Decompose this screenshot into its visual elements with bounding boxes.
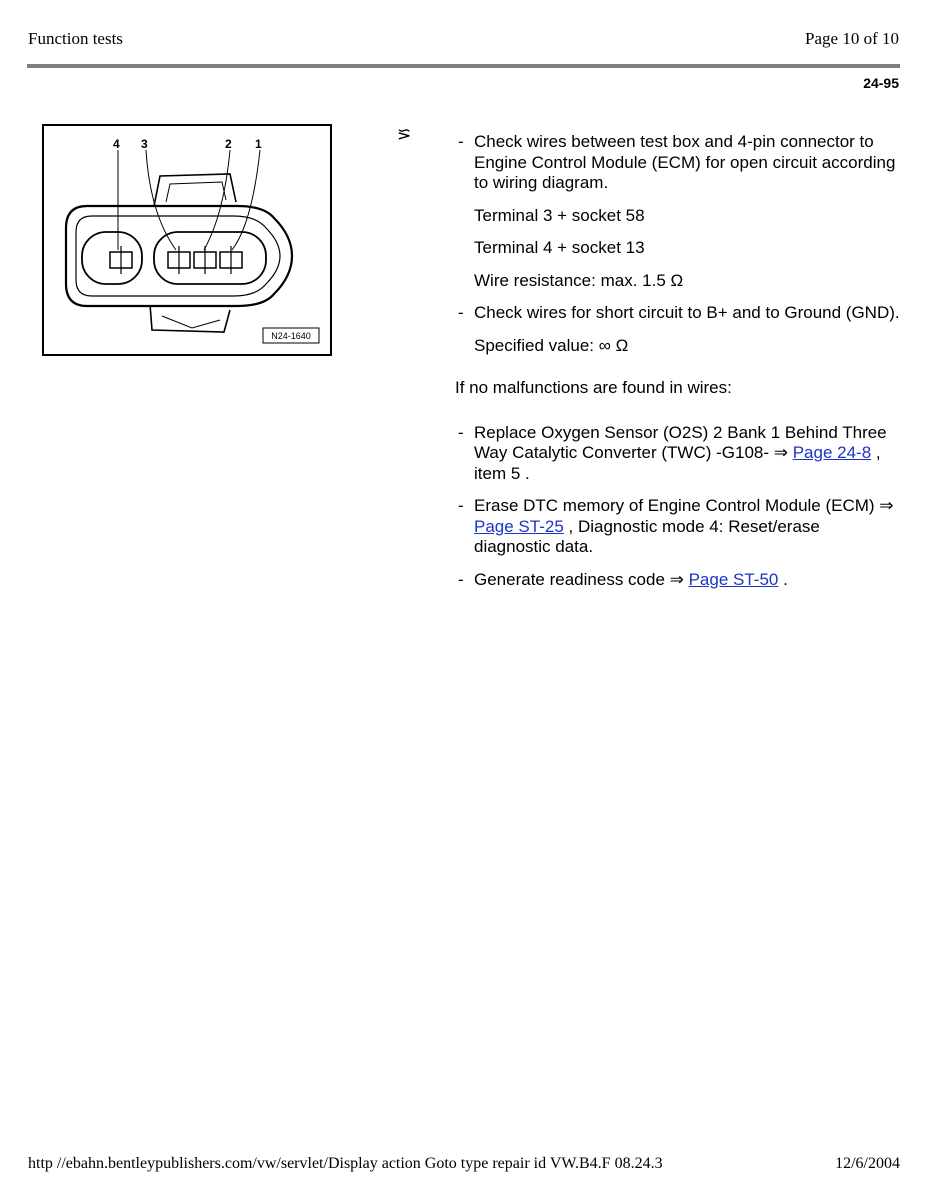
step-text: Check wires for short circuit to B+ and to Ground (GND). bbox=[474, 303, 900, 322]
note-text: If no malfunctions are found in wires: bbox=[455, 378, 732, 397]
pin-label-4: 4 bbox=[113, 137, 120, 151]
step-text: Erase DTC memory of Engine Control Module (ECM) ⇒ Page ST-25 , Diagnostic mode 4: Reset/erase diagnostic data. bbox=[474, 496, 894, 556]
page-24-8-link[interactable]: Page 24-8 bbox=[792, 443, 872, 462]
list-item: - Generate readiness code ⇒ Page ST-50 . bbox=[458, 569, 788, 589]
list-item: - Erase DTC memory of Engine Control Module (ECM) ⇒ Page ST-25 , Diagnostic mode 4: Reset/erase diagnostic data. bbox=[458, 496, 894, 556]
page-header-title: Function tests bbox=[28, 29, 123, 48]
header-divider bbox=[27, 64, 900, 68]
footer-url: http //ebahn.bentleypublishers.com/vw/servlet/Display action Goto type repair id VW.B4.F 08.24.3 bbox=[28, 1155, 663, 1172]
arrow-pointer-icon: ⪞ bbox=[397, 125, 412, 144]
footer-date: 12/6/2004 bbox=[835, 1155, 900, 1172]
pin-label-1: 1 bbox=[255, 137, 262, 151]
step-text: Generate readiness code ⇒ Page ST-50 . bbox=[474, 569, 788, 589]
step-text: Check wires between test box and 4-pin connector to Engine Control Module (ECM) for open circuit according to wiring diagram. bbox=[474, 132, 896, 192]
sub-item: Wire resistance: max. 1.5 Ω bbox=[474, 270, 684, 290]
list-item: - Replace Oxygen Sensor (O2S) 2 Bank 1 Behind Three Way Catalytic Converter (TWC) -G108- ⇒ Page 24-8 , item 5 . bbox=[458, 422, 887, 483]
sub-item: Terminal 3 + socket 58 bbox=[474, 205, 645, 225]
step-text: Replace Oxygen Sensor (O2S) 2 Bank 1 Behind Three Way Catalytic Converter (TWC) -G108- ⇒ Page 24-8 , item 5 . bbox=[474, 422, 887, 483]
page-st-25-link[interactable]: Page ST-25 bbox=[474, 516, 564, 536]
sub-item: Terminal 4 + socket 13 bbox=[474, 238, 645, 257]
list-item: - Check wires between test box and 4-pin connector to Engine Control Module (ECM) for open circuit according to wiring diagram. bbox=[458, 132, 896, 192]
connector-diagram bbox=[42, 124, 332, 356]
page-footer bbox=[28, 1155, 900, 1173]
pin-label-2: 2 bbox=[225, 137, 232, 151]
list-item: - Check wires for short circuit to B+ and to Ground (GND). bbox=[458, 303, 900, 322]
figure-code: N24-1640 bbox=[271, 331, 311, 341]
page-number: Page 10 of 10 bbox=[805, 29, 899, 48]
pin-label-3: 3 bbox=[141, 137, 148, 151]
procedure-content bbox=[455, 132, 900, 602]
section-number: 24-95 bbox=[863, 75, 899, 91]
sub-item: Specified value: ∞ Ω bbox=[474, 335, 629, 355]
page-st-50-link[interactable]: Page ST-50 bbox=[688, 569, 779, 589]
connector-figure bbox=[42, 124, 332, 356]
